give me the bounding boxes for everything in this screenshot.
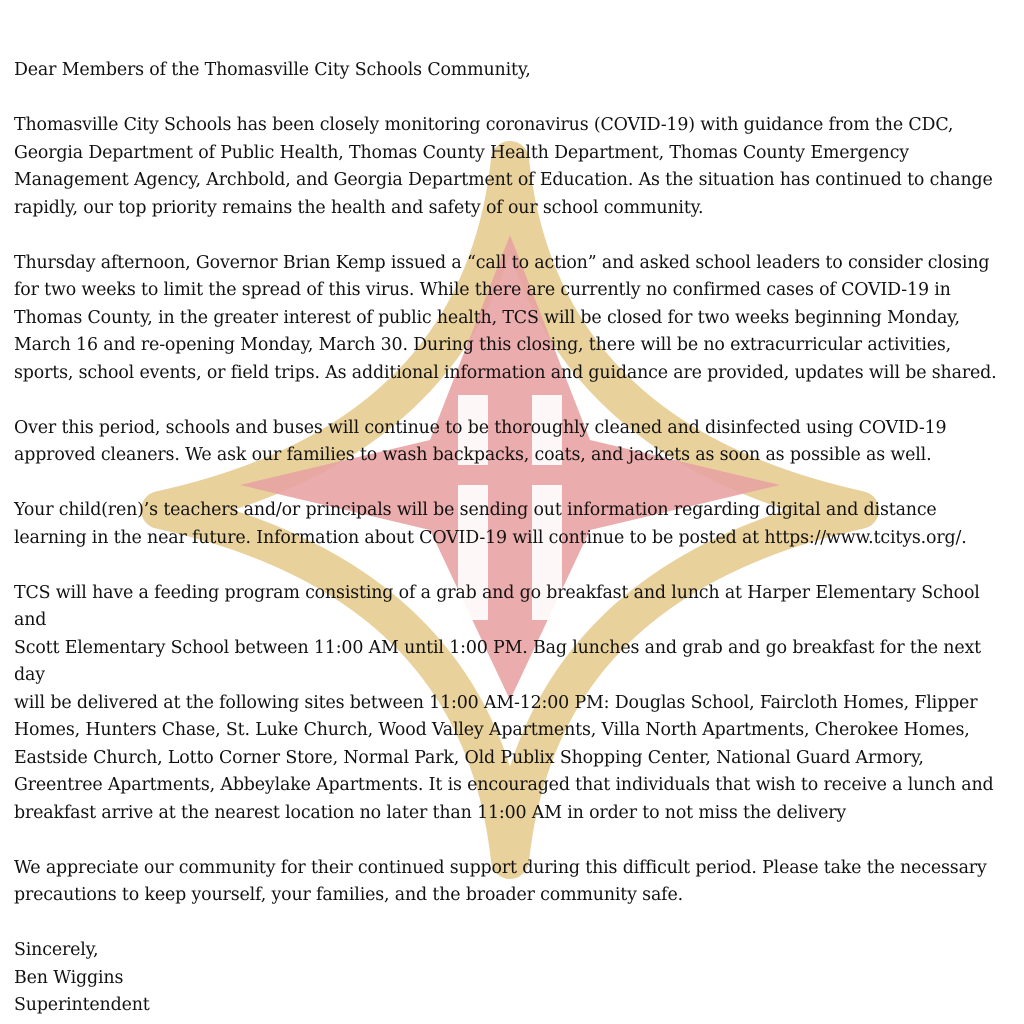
paragraph-cleaning: Over this period, schools and buses will continue to be thoroughly cleaned and disinfected using COVID-19 approved cleaners. We ask our families to wash backpacks, coats, and jackets as soon as possible as well. <box>14 417 947 465</box>
signoff-block <box>14 937 1014 1020</box>
paragraph-closing-announcement: Thursday afternoon, Governor Brian Kemp issued a “call to action” and asked school leaders to consider closing for two weeks to limit the spread of this virus. While there are currently no confirmed cases of COVID-19 in Thomas County, in the greater interest of public health, TCS will be closed for two weeks beginning Monday, March 16 and re-opening Monday, March 30. During this closing, there will be no extracurricular activities, sports, school events, or field trips. As additional information and guidance are provided, updates will be shared. <box>14 252 997 383</box>
paragraph-monitoring: Thomasville City Schools has been closely monitoring coronavirus (COVID-19) with guidance from the CDC, Georgia Department of Public Health, Thomas County Health Department, Thomas County Emergency Management Agency, Archbold, and Georgia Department of Education. As the situation has continued to change rapidly, our top priority remains the health and safety of our school community. <box>14 115 993 218</box>
salutation: Dear Members of the Thomasville City Schools Community, <box>14 60 531 80</box>
paragraph-appreciation: We appreciate our community for their continued support during this difficult period. Please take the necessary precautions to keep yourself, your families, and the broader community safe. <box>14 857 987 905</box>
signer-name: Ben Wiggins <box>14 967 124 988</box>
letter-body <box>14 57 1014 1020</box>
closing: Sincerely, <box>14 940 99 960</box>
paragraph-distance-learning: Your child(ren)’s teachers and/or principals will be sending out information regarding digital and distance learning in the near future. Information about COVID-19 will continue to be posted at https://www.tcitys.org/. <box>14 500 967 548</box>
signer-title: Superintendent <box>14 995 150 1015</box>
paragraph-feeding-program: TCS will have a feeding program consisting of a grab and go breakfast and lunch at Harper Elementary School and Scott Elementary School between 11:00 AM until 1:00 PM. Bag lunches and grab and go breakfast for the next day will be delivered at the following sites between 11:00 AM-12:00 PM: Douglas School, Faircloth Homes, Flipper Homes, Hunters Chase, St. Luke Church, Wood Valley Apartments, Villa North Apartments, Cherokee Homes, Eastside Church, Lotto Corner Store, Normal Park, Old Publix Shopping Center, National Guard Armory, Greentree Apartments, Abbeylake Apartments. It is encouraged that individuals that wish to receive a lunch and breakfast arrive at the nearest location no later than 11:00 AM in order to not miss the delivery <box>14 582 994 823</box>
